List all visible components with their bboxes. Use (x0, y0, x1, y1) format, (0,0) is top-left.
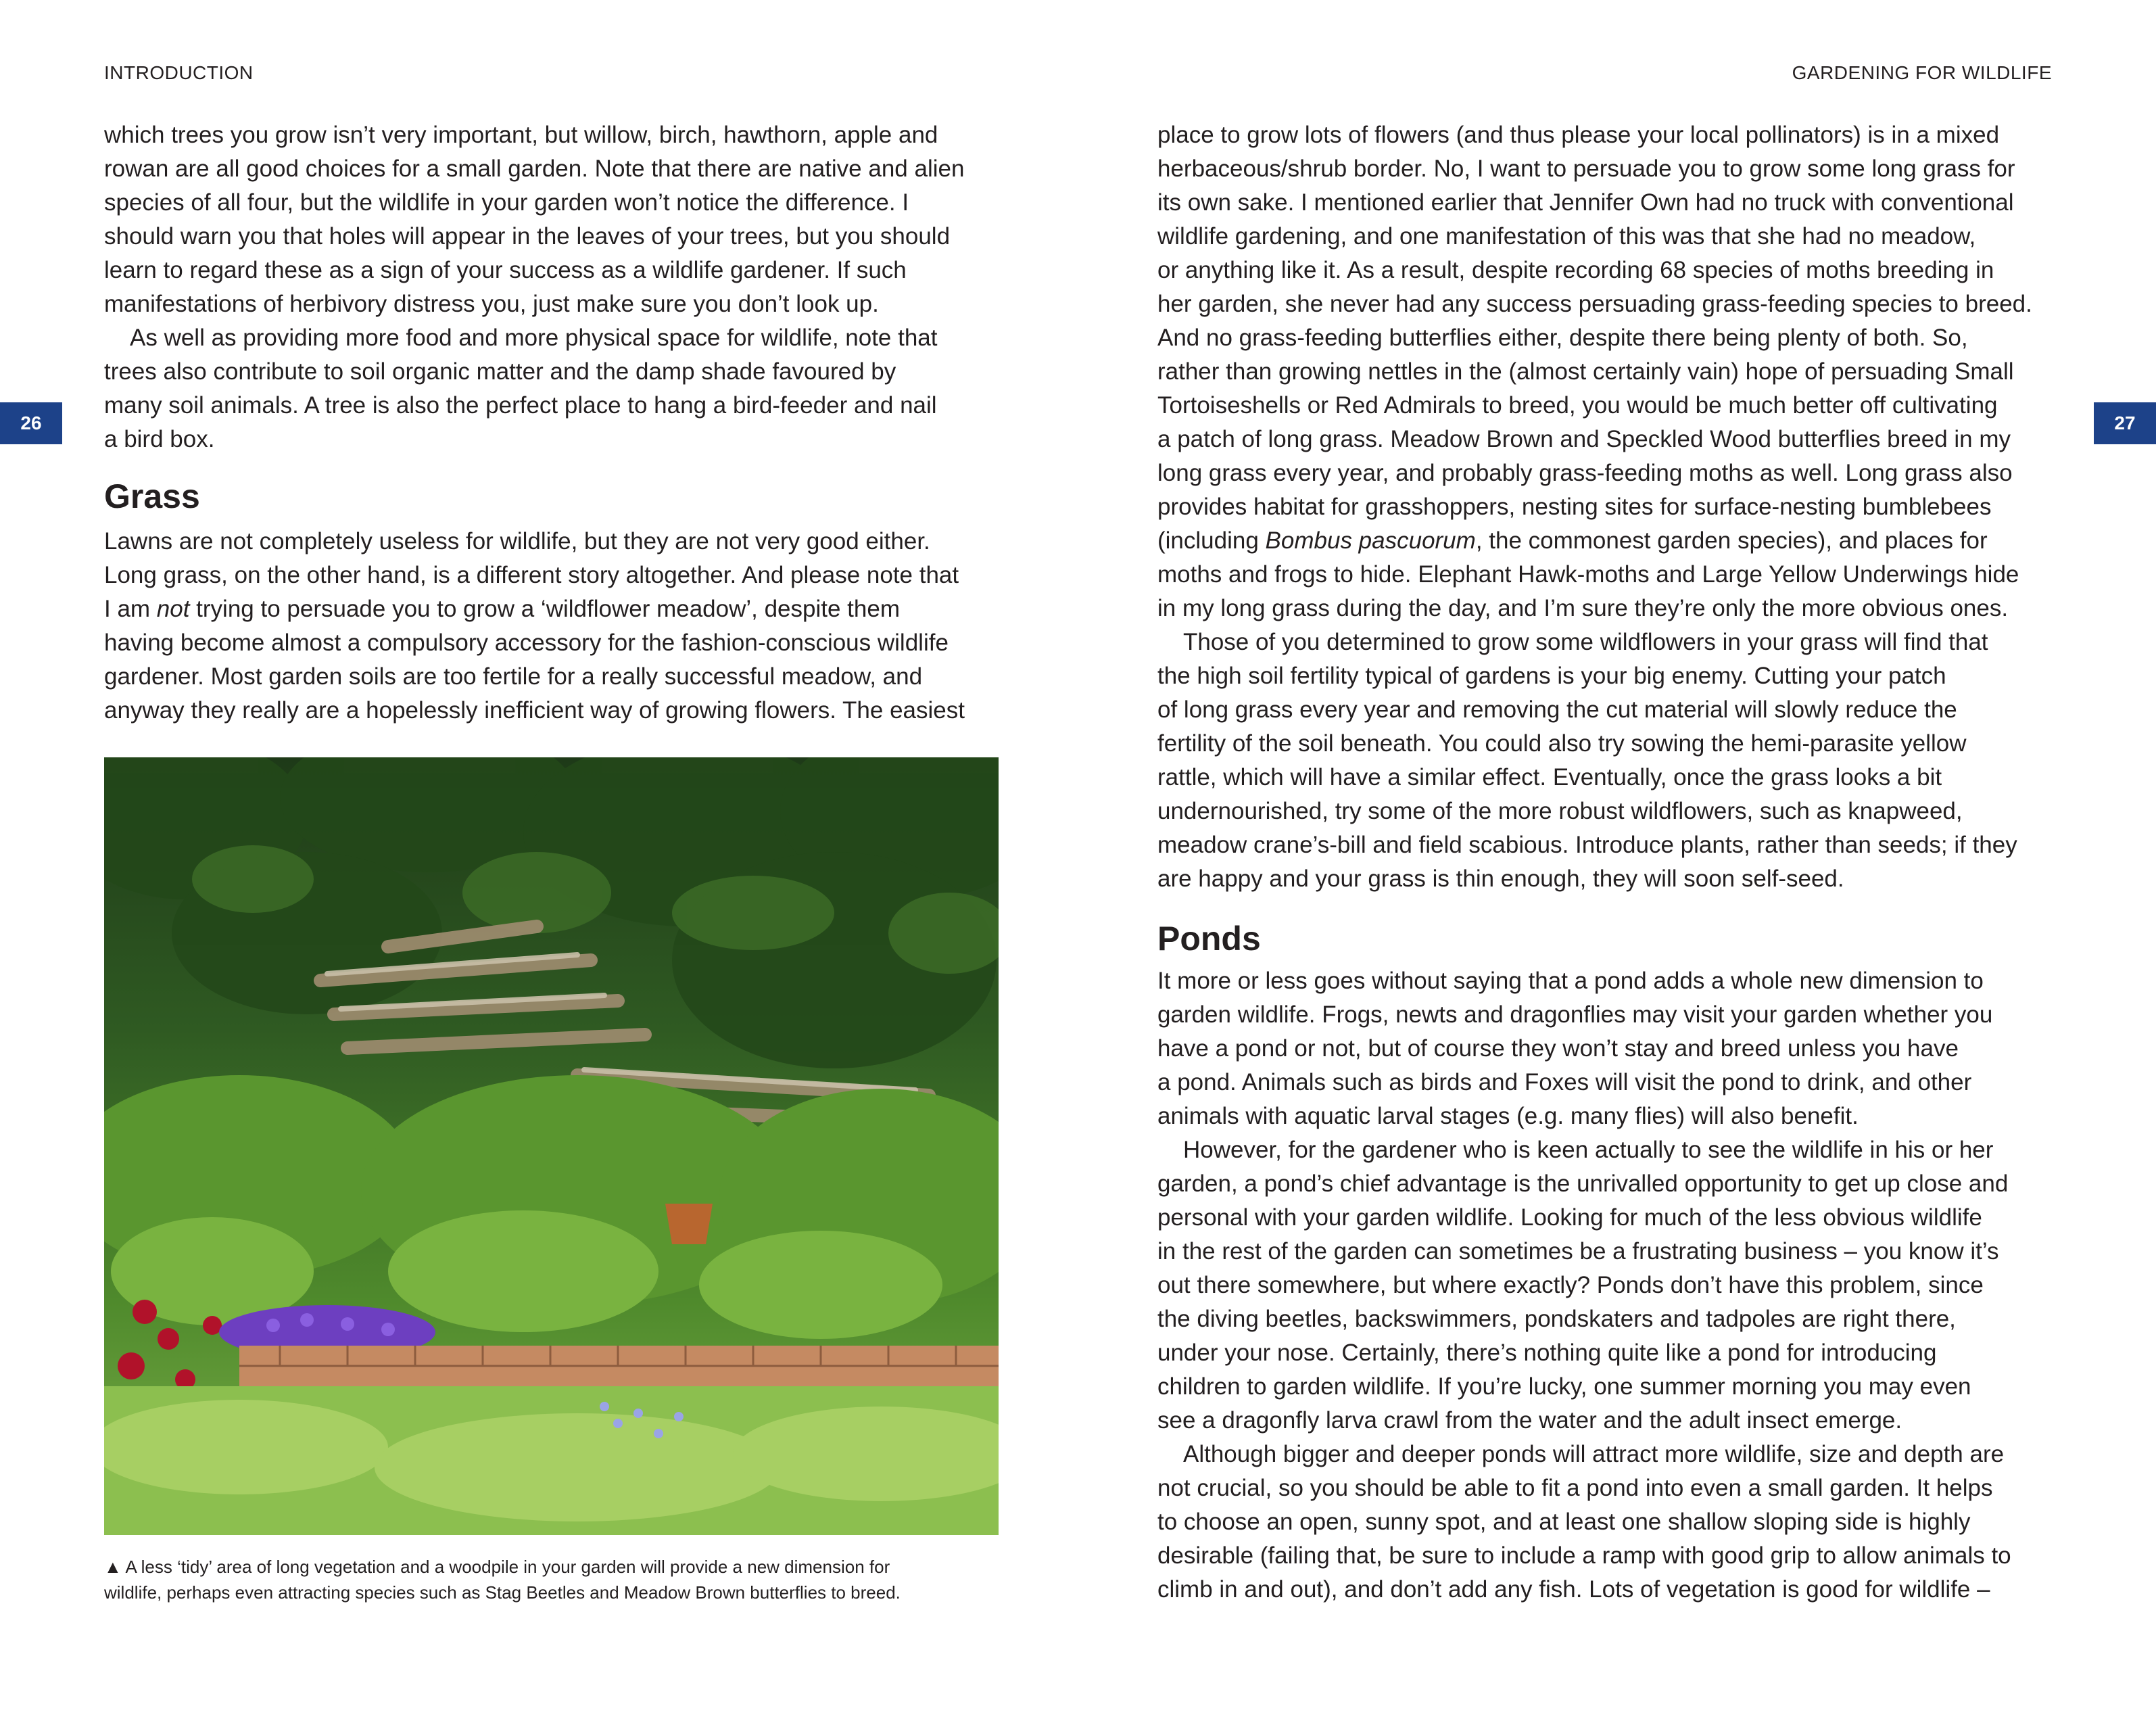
garden-photo-illustration (104, 757, 999, 1535)
text-segment: Tortoiseshells or Red Admirals to breed, you would be much better off cultivating (1157, 392, 1998, 419)
text-segment: However, for the gardener who is keen actually to see the wildlife in his or her (1183, 1137, 1994, 1163)
text-line (1157, 287, 2063, 321)
text-line: manifestations of herbivory distress you, just make sure you don’t look up. (104, 291, 879, 317)
text-line (1157, 558, 2063, 592)
text-segment: fertility of the soil beneath. You could also try sowing the hemi-parasite yellow (1157, 730, 1967, 757)
text-line (1157, 761, 2063, 795)
text-segment: or anything like it. As a result, despite recording 68 species of moths breeding in (1157, 257, 1994, 283)
text-segment: see a dragonfly larva crawl from the water and the adult insect emerge. (1157, 1407, 1902, 1434)
italic-text: Bombus pascuorum (1265, 527, 1476, 554)
text-segment: not crucial, so you should be able to fit a pond into even a small garden. It helps (1157, 1475, 1993, 1501)
text-segment: garden wildlife. Frogs, newts and dragonflies may visit your garden whether you (1157, 1001, 1993, 1028)
text-segment: wildlife gardening, and one manifestation of this was that she had no meadow, (1157, 223, 1976, 250)
text-segment: climb in and out), and don’t add any fish. Lots of vegetation is good for wildlife – (1157, 1576, 1990, 1603)
text-line (1157, 1032, 2063, 1066)
text-line (1157, 1471, 2063, 1505)
text-line (1157, 1167, 2063, 1201)
text-segment: its own sake. I mentioned earlier that Jennifer Own had no truck with conventional (1157, 189, 2014, 216)
text-line: As well as providing more food and more physical space for wildlife, note that (130, 325, 938, 351)
text-segment: herbaceous/shrub border. No, I want to persuade you to grow some long grass for (1157, 156, 2015, 182)
text-segment: animals with aquatic larval stages (e.g. many flies) will also benefit. (1157, 1103, 1859, 1129)
text-segment: It more or less goes without saying that a pond adds a whole new dimension to (1157, 968, 1984, 994)
text-line (104, 694, 1003, 728)
italic-text: not (156, 596, 190, 622)
ponds-heading: Ponds (1157, 920, 1261, 958)
ponds-heading-wrap (1157, 914, 2063, 963)
text-line (1157, 423, 2063, 456)
text-line (1157, 490, 2063, 524)
text-segment: gardener. Most garden soils are too fertile for a really successful meadow, and (104, 663, 923, 690)
page-number-left: 26 (0, 402, 62, 444)
text-segment: And no grass-feeding butterflies either, despite there being plenty of both. So, (1157, 325, 1968, 351)
text-segment: meadow crane’s-bill and field scabious. Introduce plants, rather than seeds; if they (1157, 832, 2017, 858)
text-segment: moths and frogs to hide. Elephant Hawk-moths and Large Yellow Underwings hide (1157, 561, 2019, 588)
text-line (1157, 1201, 2063, 1235)
text-line: many soil animals. A tree is also the perfect place to hang a bird-feeder and nail (104, 392, 937, 419)
text-line (1157, 828, 2063, 862)
text-segment: out there somewhere, but where exactly? Ponds don’t have this problem, since (1157, 1272, 1984, 1298)
text-line: species of all four, but the wildlife in your garden won’t notice the difference. I (104, 189, 909, 216)
right-page (1078, 0, 2156, 1725)
text-line (1157, 795, 2063, 828)
text-line (1157, 1269, 2063, 1302)
text-line (104, 559, 1003, 592)
running-head-right: GARDENING FOR WILDLIFE (1792, 62, 2052, 83)
text-line (1157, 456, 2063, 490)
caption-line: wildlife, perhaps even attracting species such as Stag Beetles and Meadow Brown butterflies to breed. (104, 1582, 901, 1603)
text-line: a bird box. (104, 426, 215, 452)
paragraph (104, 118, 1003, 321)
text-line (1157, 254, 2063, 287)
text-line (1157, 1133, 2063, 1167)
text-segment: I am (104, 596, 157, 622)
text-segment: (including (1157, 527, 1266, 554)
text-line (1157, 152, 2063, 186)
text-segment: the high soil fertility typical of gardens is your big enemy. Cutting your patch (1157, 663, 1946, 689)
text-line (1157, 964, 2063, 998)
text-segment: have a pond or not, but of course they won’t stay and breed unless you have (1157, 1035, 1959, 1062)
text-line (1157, 727, 2063, 761)
text-line (104, 626, 1003, 660)
garden-photo (104, 757, 999, 1535)
text-segment: anyway they really are a hopelessly inefficient way of growing flowers. The easiest (104, 697, 965, 724)
text-line: should warn you that holes will appear in the leaves of your trees, but you should (104, 223, 951, 250)
text-line: trees also contribute to soil organic matter and the damp shade favoured by (104, 358, 896, 385)
text-segment: undernourished, try some of the more robust wildflowers, such as knapweed, (1157, 798, 1963, 824)
text-line (1157, 389, 2063, 423)
text-segment: personal with your garden wildlife. Looking for much of the less obvious wildlife (1157, 1204, 1982, 1231)
text-segment: Although bigger and deeper ponds will attract more wildlife, size and depth are (1183, 1441, 2005, 1467)
text-line (1157, 1438, 2063, 1471)
grass-heading-wrap (104, 472, 1003, 521)
text-segment: provides habitat for grasshoppers, nesting sites for surface-nesting bumblebees (1157, 494, 1992, 520)
page-number-right: 27 (2094, 402, 2156, 444)
text-line (1157, 1235, 2063, 1269)
text-line (1157, 321, 2063, 355)
text-segment: desirable (failing that, be sure to include a ramp with good grip to allow animals to (1157, 1542, 2011, 1569)
text-segment: of long grass every year and removing the cut material will slowly reduce the (1157, 696, 1957, 723)
text-segment: garden, a pond’s chief advantage is the unrivalled opportunity to get up close and (1157, 1171, 2009, 1197)
text-line (104, 525, 1003, 559)
text-line (1157, 1404, 2063, 1438)
text-segment: long grass every year, and probably grass-feeding moths as well. Long grass also (1157, 460, 2013, 486)
text-line (1157, 1370, 2063, 1404)
text-segment: the diving beetles, backswimmers, pondskaters and tadpoles are right there, (1157, 1306, 1956, 1332)
caption-line: ▲ A less ‘tidy’ area of long vegetation and a woodpile in your garden will provide a new dimension for (104, 1557, 890, 1577)
right-top-text (1157, 118, 2063, 896)
text-line (1157, 659, 2063, 693)
text-line (1157, 862, 2063, 896)
text-line (1157, 693, 2063, 727)
text-segment: Those of you determined to grow some wildflowers in your grass will find that (1183, 629, 1988, 655)
text-line (104, 660, 1003, 694)
text-line: rowan are all good choices for a small garden. Note that there are native and alien (104, 156, 965, 182)
grass-body-text (104, 525, 1003, 728)
text-line: which trees you grow isn’t very important, but willow, birch, hawthorn, apple and (104, 122, 938, 148)
text-line (1157, 1100, 2063, 1133)
text-segment: , the commonest garden species), and places for (1475, 527, 1988, 554)
text-segment: in the rest of the garden can sometimes be a frustrating business – you know it’s (1157, 1238, 1999, 1265)
text-segment: place to grow lots of flowers (and thus please your local pollinators) is in a mixed (1157, 122, 2000, 148)
paragraph (104, 321, 1003, 456)
text-segment: Long grass, on the other hand, is a different story altogether. And please note that (104, 562, 959, 588)
text-segment: Lawns are not completely useless for wildlife, but they are not very good either. (104, 528, 930, 554)
text-segment: under your nose. Certainly, there’s nothing quite like a pond for introducing (1157, 1340, 1937, 1366)
text-segment: her garden, she never had any success persuading grass-feeding species to breed. (1157, 291, 2032, 317)
text-segment: a patch of long grass. Meadow Brown and Speckled Wood butterflies breed in my (1157, 426, 2011, 452)
text-line (1157, 592, 2063, 625)
text-segment: rattle, which will have a similar effect. Eventually, once the grass looks a bit (1157, 764, 1942, 790)
text-line (1157, 1336, 2063, 1370)
text-line (1157, 355, 2063, 389)
text-line: learn to regard these as a sign of your success as a wildlife gardener. If such (104, 257, 907, 283)
text-segment: trying to persuade you to grow a ‘wildflower meadow’, despite them (189, 596, 900, 622)
text-line (1157, 998, 2063, 1032)
text-line (1157, 1066, 2063, 1100)
text-line (1157, 524, 2063, 558)
text-line (1157, 118, 2063, 152)
grass-heading: Grass (104, 477, 200, 515)
text-line (1157, 186, 2063, 220)
text-segment: children to garden wildlife. If you’re lucky, one summer morning you may even (1157, 1373, 1971, 1400)
text-line (1157, 1505, 2063, 1539)
text-line (1157, 220, 2063, 254)
text-line (1157, 625, 2063, 659)
text-segment: to choose an open, sunny spot, and at least one shallow sloping side is highly (1157, 1509, 1971, 1535)
text-line (1157, 1573, 2063, 1607)
text-segment: are happy and your grass is thin enough, they will soon self-seed. (1157, 866, 1844, 892)
text-segment: in my long grass during the day, and I’m sure they’re only the more obvious ones. (1157, 595, 2009, 621)
text-segment: rather than growing nettles in the (almost certainly vain) hope of persuading Small (1157, 358, 2014, 385)
text-line (1157, 1302, 2063, 1336)
ponds-body-text (1157, 964, 2063, 1607)
text-line (104, 592, 1003, 626)
text-segment: a pond. Animals such as birds and Foxes will visit the pond to drink, and other (1157, 1069, 1972, 1095)
text-segment: having become almost a compulsory accessory for the fashion-conscious wildlife (104, 630, 949, 656)
photo-caption (104, 1554, 1003, 1605)
running-head-left: INTRODUCTION (104, 62, 254, 83)
left-top-text (104, 118, 1003, 456)
text-line (1157, 1539, 2063, 1573)
